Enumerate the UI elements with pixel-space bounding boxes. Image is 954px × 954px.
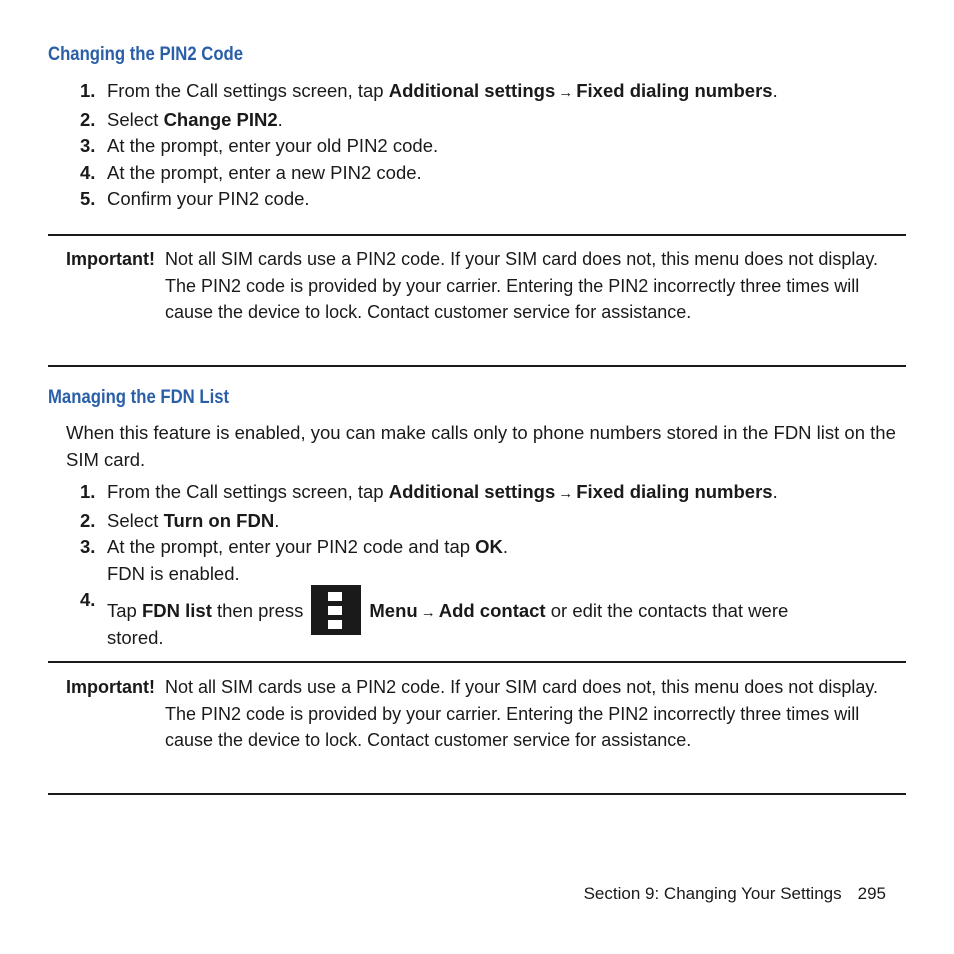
- note-paragraph: The PIN2 code is provided by your carrier. Entering the PIN2 incorrectly three times will cause the device to lock. Contact customer service for assistance.: [165, 703, 860, 750]
- important-note: [66, 674, 896, 754]
- divider: [48, 661, 906, 663]
- list-item: [80, 534, 900, 587]
- note-paragraph: Not all SIM cards use a PIN2 code. If your SIM card does not, this menu does not display.: [165, 249, 879, 269]
- note-paragraph: The PIN2 code is provided by your carrier. Entering the PIN2 incorrectly three times will cause the device to lock. Contact customer service for assistance.: [165, 275, 860, 322]
- step-term: Turn on FDN: [163, 509, 275, 531]
- step-term: FDN list: [141, 599, 212, 621]
- step-text: At the prompt, enter your old PIN2 code.: [107, 135, 439, 156]
- step-text: .: [772, 80, 778, 101]
- steps-list-manage-fdn: [80, 479, 900, 652]
- step-text: .: [772, 481, 778, 502]
- step-number: 1.: [80, 80, 96, 101]
- step-text: .: [277, 108, 283, 130]
- step-term: Add contact: [438, 599, 546, 621]
- step-term: Fixed dialing numbers: [576, 80, 773, 101]
- step-text: From the Call settings screen, tap: [107, 80, 389, 101]
- list-item: [80, 186, 900, 213]
- divider: [48, 365, 906, 367]
- list-item: [80, 160, 900, 187]
- step-term: Additional settings: [388, 80, 556, 101]
- step-term: Fixed dialing numbers: [576, 481, 773, 502]
- step-number: 2.: [80, 509, 96, 531]
- step-text: At the prompt, enter a new PIN2 code.: [107, 161, 422, 183]
- step-number: 5.: [80, 188, 96, 209]
- step-text: Select: [107, 509, 164, 531]
- divider: [48, 793, 906, 795]
- step-text: then press: [211, 599, 304, 621]
- step-text: From the Call settings screen, tap: [107, 481, 389, 502]
- step-number: 3.: [80, 135, 96, 156]
- step-text: .: [274, 509, 280, 531]
- step-text: Select: [107, 108, 164, 130]
- step-number: 2.: [80, 108, 96, 130]
- step-subtext: FDN is enabled.: [107, 562, 240, 584]
- step-text: Confirm your PIN2 code.: [107, 188, 310, 209]
- arrow-icon: →: [558, 485, 574, 502]
- step-text: At the prompt, enter your PIN2 code and tap: [107, 536, 476, 557]
- step-term: Change PIN2: [163, 108, 278, 130]
- list-item: [80, 107, 900, 134]
- step-subtext: stored.: [107, 627, 164, 648]
- important-note: [66, 246, 896, 326]
- important-label: Important!: [66, 249, 155, 269]
- step-text: Tap: [107, 599, 142, 621]
- note-paragraph: Not all SIM cards use a PIN2 code. If your SIM card does not, this menu does not display.: [165, 677, 879, 697]
- section-heading-manage-fdn: Managing the FDN List: [48, 387, 230, 408]
- list-item: [80, 78, 900, 107]
- list-item: [80, 479, 900, 508]
- step-term: Additional settings: [388, 481, 556, 502]
- list-item: [80, 508, 900, 535]
- page-number: 295: [857, 884, 886, 903]
- step-number: 4.: [80, 589, 96, 610]
- arrow-icon: →: [420, 603, 436, 621]
- divider: [48, 234, 906, 236]
- step-number: 4.: [80, 161, 96, 183]
- step-number: 1.: [80, 481, 96, 502]
- menu-key-icon: [311, 585, 361, 635]
- step-term: Menu: [369, 599, 418, 621]
- page-footer: [584, 884, 886, 904]
- footer-section-title: Section 9: Changing Your Settings: [583, 884, 842, 903]
- list-item: [80, 587, 900, 652]
- step-text: or edit the contacts that were: [545, 599, 789, 621]
- list-item: [80, 133, 900, 160]
- step-number: 3.: [80, 536, 96, 557]
- step-text: .: [502, 536, 509, 557]
- steps-list-change-pin2: [80, 78, 900, 213]
- section-heading-change-pin2: Changing the PIN2 Code: [48, 44, 244, 65]
- arrow-icon: →: [558, 84, 574, 101]
- important-label: Important!: [66, 677, 155, 697]
- intro-paragraph: When this feature is enabled, you can make calls only to phone numbers stored in the FDN list on the SIM card.: [66, 422, 896, 470]
- step-term: OK: [475, 536, 503, 557]
